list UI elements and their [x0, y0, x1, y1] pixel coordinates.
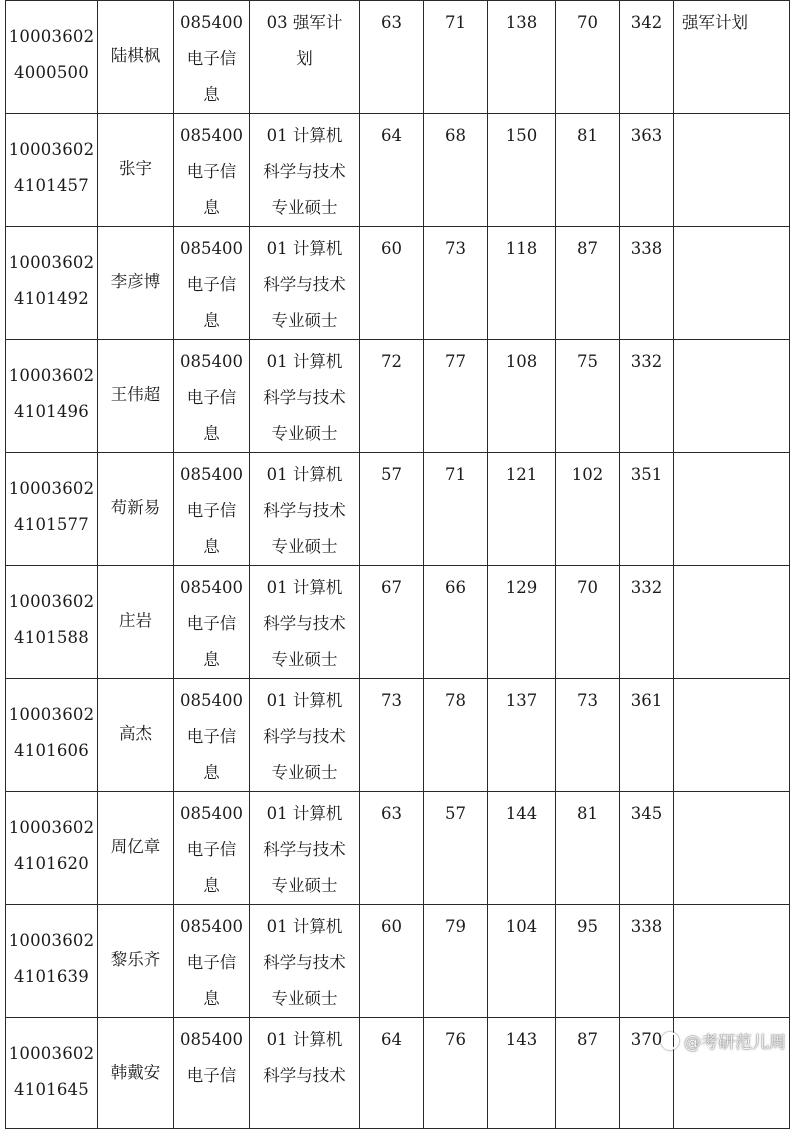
research-direction-cell-line: 科学与技术	[263, 953, 346, 972]
candidate-id-cell	[6, 1, 98, 114]
table-row	[6, 792, 790, 905]
table-row	[6, 114, 790, 227]
major-code: 085400	[180, 1030, 243, 1049]
score-total-cell-text: 345	[630, 804, 663, 823]
score-total-cell	[620, 340, 674, 453]
candidate-name-cell-text: 苟新易	[110, 498, 161, 517]
research-direction-cell-line: 科学与技术	[263, 840, 346, 859]
score-major-cell	[556, 679, 620, 792]
candidate-id-cell	[6, 679, 98, 792]
score-english-cell-text: 79	[445, 917, 466, 936]
score-politics-cell	[360, 114, 424, 227]
score-english-cell	[424, 679, 488, 792]
candidate-name-cell-text: 韩戴安	[110, 1063, 161, 1082]
candidate-name-cell	[98, 227, 174, 340]
score-politics-cell	[360, 566, 424, 679]
research-direction-cell	[250, 114, 360, 227]
score-major-cell	[556, 792, 620, 905]
candidate-id-cell	[6, 1018, 98, 1129]
score-politics-cell	[360, 340, 424, 453]
score-major-cell-text: 70	[577, 13, 598, 32]
remark-cell	[674, 1, 790, 114]
research-direction-cell-line: 专业硕士	[271, 650, 338, 669]
table-row	[6, 453, 790, 566]
major-name-line: 息	[203, 424, 220, 443]
score-major-cell-text: 81	[577, 804, 598, 823]
candidate-name-cell-text: 黎乐齐	[110, 950, 161, 969]
research-direction-cell-line: 专业硕士	[271, 989, 338, 1008]
major-name-line: 电子信	[186, 953, 237, 972]
score-politics-cell	[360, 1, 424, 114]
candidate-name-cell	[98, 114, 174, 227]
remark-cell	[674, 227, 790, 340]
remark-cell	[674, 679, 790, 792]
research-direction-cell	[250, 1018, 360, 1129]
research-direction-cell-line: 01 计算机	[266, 239, 343, 258]
candidate-id-cell-line: 10003602	[8, 253, 95, 272]
score-english-cell-text: 66	[445, 578, 466, 597]
major-cell	[174, 227, 250, 340]
score-major-cell	[556, 227, 620, 340]
candidate-id-cell-line: 4101577	[14, 515, 89, 534]
research-direction-cell-line: 科学与技术	[263, 501, 346, 520]
major-name-line: 电子信	[186, 1066, 237, 1085]
major-code: 085400	[180, 465, 243, 484]
research-direction-cell	[250, 453, 360, 566]
remark-cell	[674, 566, 790, 679]
research-direction-cell-line: 01 计算机	[266, 578, 343, 597]
candidate-id-cell-line: 10003602	[8, 27, 95, 46]
score-math-cell	[488, 453, 556, 566]
score-politics-cell	[360, 679, 424, 792]
score-math-cell-text: 104	[505, 917, 538, 936]
major-cell	[174, 1, 250, 114]
score-politics-cell	[360, 905, 424, 1018]
score-politics-cell-text: 60	[381, 917, 402, 936]
major-cell	[174, 792, 250, 905]
score-politics-cell	[360, 453, 424, 566]
score-major-cell	[556, 340, 620, 453]
major-code: 085400	[180, 239, 243, 258]
table-row	[6, 566, 790, 679]
major-code: 085400	[180, 578, 243, 597]
remark-cell	[674, 905, 790, 1018]
candidate-name-cell	[98, 566, 174, 679]
watermark-text: @考研范儿周	[684, 1033, 786, 1053]
score-english-cell-text: 71	[445, 465, 466, 484]
candidate-id-cell-line: 4101639	[14, 967, 89, 986]
score-english-cell-text: 73	[445, 239, 466, 258]
major-name-line: 电子信	[186, 162, 237, 181]
score-politics-cell-text: 73	[381, 691, 402, 710]
score-math-cell	[488, 1, 556, 114]
score-math-cell	[488, 1018, 556, 1129]
remark-cell	[674, 453, 790, 566]
major-name-line: 电子信	[186, 727, 237, 746]
score-math-cell-text: 143	[505, 1030, 538, 1049]
score-english-cell-text: 76	[445, 1030, 466, 1049]
table-row	[6, 340, 790, 453]
watermark-logo-icon	[661, 1032, 679, 1050]
score-math-cell	[488, 340, 556, 453]
score-politics-cell	[360, 1018, 424, 1129]
candidate-id-cell-line: 4101457	[14, 176, 89, 195]
score-english-cell-text: 57	[445, 804, 466, 823]
research-direction-cell-line: 01 计算机	[266, 126, 343, 145]
score-politics-cell-text: 60	[381, 239, 402, 258]
candidate-id-cell-line: 10003602	[8, 140, 95, 159]
score-major-cell-text: 87	[577, 239, 598, 258]
major-cell	[174, 905, 250, 1018]
research-direction-cell	[250, 566, 360, 679]
score-math-cell-text: 137	[505, 691, 538, 710]
candidate-id-cell-line: 10003602	[8, 931, 95, 950]
research-direction-cell-line: 专业硕士	[271, 876, 338, 895]
research-direction-cell-line: 科学与技术	[263, 614, 346, 633]
research-direction-cell-line: 专业硕士	[271, 537, 338, 556]
score-major-cell-text: 81	[577, 126, 598, 145]
candidate-name-cell-text: 周亿章	[110, 837, 161, 856]
major-name-line: 电子信	[186, 49, 237, 68]
major-code: 085400	[180, 917, 243, 936]
candidate-id-cell-line: 4101645	[14, 1080, 89, 1099]
research-direction-cell-line: 专业硕士	[271, 424, 338, 443]
research-direction-cell	[250, 792, 360, 905]
score-math-cell	[488, 679, 556, 792]
score-politics-cell-text: 72	[381, 352, 402, 371]
score-math-cell-text: 108	[505, 352, 538, 371]
major-name-line: 息	[203, 989, 220, 1008]
remark-cell	[674, 114, 790, 227]
major-name-line: 息	[203, 85, 220, 104]
major-code: 085400	[180, 126, 243, 145]
score-total-cell	[620, 792, 674, 905]
score-major-cell-text: 70	[577, 578, 598, 597]
research-direction-cell-line: 01 计算机	[266, 1030, 343, 1049]
research-direction-cell-line: 科学与技术	[263, 727, 346, 746]
research-direction-cell	[250, 905, 360, 1018]
score-math-cell-text: 138	[505, 13, 538, 32]
major-name-line: 息	[203, 763, 220, 782]
candidate-name-cell-text: 陆棋枫	[110, 46, 161, 65]
score-total-cell-text: 332	[630, 578, 663, 597]
candidate-id-cell-line: 4101620	[14, 854, 89, 873]
score-total-cell-text: 363	[630, 126, 663, 145]
score-major-cell	[556, 905, 620, 1018]
score-major-cell	[556, 566, 620, 679]
score-politics-cell	[360, 792, 424, 905]
major-cell	[174, 566, 250, 679]
score-math-cell	[488, 905, 556, 1018]
major-code: 085400	[180, 804, 243, 823]
score-english-cell-text: 77	[445, 352, 466, 371]
candidate-id-cell	[6, 566, 98, 679]
major-name-line: 电子信	[186, 275, 237, 294]
major-name-line: 息	[203, 650, 220, 669]
major-cell	[174, 679, 250, 792]
score-major-cell-text: 95	[577, 917, 598, 936]
major-code: 085400	[180, 13, 243, 32]
remark-cell	[674, 792, 790, 905]
score-major-cell-text: 75	[577, 352, 598, 371]
score-english-cell-text: 78	[445, 691, 466, 710]
score-major-cell-text: 73	[577, 691, 598, 710]
candidate-name-cell	[98, 453, 174, 566]
score-major-cell	[556, 1, 620, 114]
score-politics-cell	[360, 227, 424, 340]
candidate-id-cell-line: 10003602	[8, 818, 95, 837]
candidate-id-cell-line: 4101588	[14, 628, 89, 647]
candidate-name-cell	[98, 1, 174, 114]
score-english-cell	[424, 227, 488, 340]
major-cell	[174, 114, 250, 227]
table-row	[6, 905, 790, 1018]
admission-score-table	[5, 0, 790, 1129]
score-total-cell	[620, 905, 674, 1018]
score-math-cell	[488, 227, 556, 340]
research-direction-cell	[250, 1, 360, 114]
research-direction-cell-line: 01 计算机	[266, 804, 343, 823]
score-politics-cell-text: 57	[381, 465, 402, 484]
research-direction-cell	[250, 340, 360, 453]
score-total-cell	[620, 679, 674, 792]
candidate-name-cell	[98, 340, 174, 453]
research-direction-cell	[250, 227, 360, 340]
major-cell	[174, 340, 250, 453]
research-direction-cell-line: 01 计算机	[266, 465, 343, 484]
score-math-cell-text: 129	[505, 578, 538, 597]
candidate-id-cell	[6, 340, 98, 453]
candidate-id-cell-line: 4000500	[14, 63, 89, 82]
research-direction-cell-line: 划	[296, 49, 313, 68]
score-english-cell	[424, 453, 488, 566]
major-code: 085400	[180, 691, 243, 710]
candidate-name-cell-text: 李彦博	[110, 272, 161, 291]
major-code: 085400	[180, 352, 243, 371]
score-math-cell	[488, 566, 556, 679]
major-cell	[174, 453, 250, 566]
major-name-line: 息	[203, 311, 220, 330]
score-total-cell-text: 338	[630, 917, 663, 936]
score-english-cell-text: 68	[445, 126, 466, 145]
score-total-cell-text: 332	[630, 352, 663, 371]
candidate-name-cell	[98, 679, 174, 792]
research-direction-cell-line: 01 计算机	[266, 917, 343, 936]
research-direction-cell-line: 03 强军计	[266, 13, 343, 32]
score-politics-cell-text: 67	[381, 578, 402, 597]
candidate-name-cell-text: 王伟超	[110, 385, 161, 404]
candidate-id-cell-line: 4101492	[14, 289, 89, 308]
candidate-id-cell-line: 4101496	[14, 402, 89, 421]
table-row	[6, 1, 790, 114]
major-name-line: 息	[203, 876, 220, 895]
table-row	[6, 227, 790, 340]
score-politics-cell-text: 63	[381, 13, 402, 32]
major-name-line: 电子信	[186, 388, 237, 407]
table-row	[6, 679, 790, 792]
score-math-cell	[488, 114, 556, 227]
research-direction-cell-line: 科学与技术	[263, 1066, 346, 1085]
score-major-cell	[556, 114, 620, 227]
research-direction-cell-line: 专业硕士	[271, 763, 338, 782]
remark-cell	[674, 340, 790, 453]
score-major-cell-text: 102	[571, 465, 604, 484]
score-english-cell	[424, 340, 488, 453]
research-direction-cell-line: 01 计算机	[266, 352, 343, 371]
major-name-line: 息	[203, 537, 220, 556]
candidate-name-cell	[98, 905, 174, 1018]
score-total-cell	[620, 566, 674, 679]
candidate-id-cell-line: 4101606	[14, 741, 89, 760]
candidate-name-cell-text: 庄岩	[119, 611, 152, 630]
score-english-cell	[424, 792, 488, 905]
score-major-cell	[556, 1018, 620, 1129]
research-direction-cell	[250, 679, 360, 792]
major-name-line: 电子信	[186, 614, 237, 633]
score-total-cell-text: 338	[630, 239, 663, 258]
score-politics-cell-text: 64	[381, 126, 402, 145]
score-total-cell-text: 342	[630, 13, 663, 32]
score-major-cell	[556, 453, 620, 566]
score-total-cell	[620, 1, 674, 114]
score-math-cell-text: 121	[505, 465, 538, 484]
score-english-cell	[424, 905, 488, 1018]
major-name-line: 息	[203, 198, 220, 217]
score-english-cell-text: 71	[445, 13, 466, 32]
score-english-cell	[424, 1018, 488, 1129]
candidate-id-cell	[6, 114, 98, 227]
candidate-id-cell	[6, 792, 98, 905]
score-total-cell	[620, 453, 674, 566]
score-english-cell	[424, 114, 488, 227]
candidate-id-cell-line: 10003602	[8, 366, 95, 385]
candidate-id-cell	[6, 905, 98, 1018]
major-name-line: 电子信	[186, 501, 237, 520]
score-major-cell-text: 87	[577, 1030, 598, 1049]
candidate-name-cell-text: 张宇	[119, 159, 152, 178]
candidate-name-cell	[98, 792, 174, 905]
score-total-cell-text: 370	[630, 1030, 663, 1049]
research-direction-cell-line: 专业硕士	[271, 311, 338, 330]
candidate-id-cell-line: 10003602	[8, 705, 95, 724]
candidate-id-cell	[6, 453, 98, 566]
research-direction-cell-line: 科学与技术	[263, 275, 346, 294]
candidate-name-cell-text: 高杰	[119, 724, 152, 743]
candidate-id-cell-line: 10003602	[8, 592, 95, 611]
major-cell	[174, 1018, 250, 1129]
candidate-id-cell	[6, 227, 98, 340]
score-math-cell	[488, 792, 556, 905]
score-math-cell-text: 118	[505, 239, 538, 258]
research-direction-cell-line: 专业硕士	[271, 198, 338, 217]
research-direction-cell-line: 01 计算机	[266, 691, 343, 710]
score-math-cell-text: 144	[505, 804, 538, 823]
score-politics-cell-text: 64	[381, 1030, 402, 1049]
score-english-cell	[424, 566, 488, 679]
remark-cell-text: 强军计划	[682, 13, 748, 32]
score-total-cell	[620, 114, 674, 227]
score-politics-cell-text: 63	[381, 804, 402, 823]
score-english-cell	[424, 1, 488, 114]
score-total-cell-text: 351	[630, 465, 663, 484]
candidate-name-cell	[98, 1018, 174, 1129]
research-direction-cell-line: 科学与技术	[263, 388, 346, 407]
major-name-line: 电子信	[186, 840, 237, 859]
candidate-id-cell-line: 10003602	[8, 1044, 95, 1063]
score-total-cell	[620, 227, 674, 340]
watermark	[661, 1028, 786, 1053]
score-math-cell-text: 150	[505, 126, 538, 145]
research-direction-cell-line: 科学与技术	[263, 162, 346, 181]
score-total-cell-text: 361	[630, 691, 663, 710]
candidate-id-cell-line: 10003602	[8, 479, 95, 498]
